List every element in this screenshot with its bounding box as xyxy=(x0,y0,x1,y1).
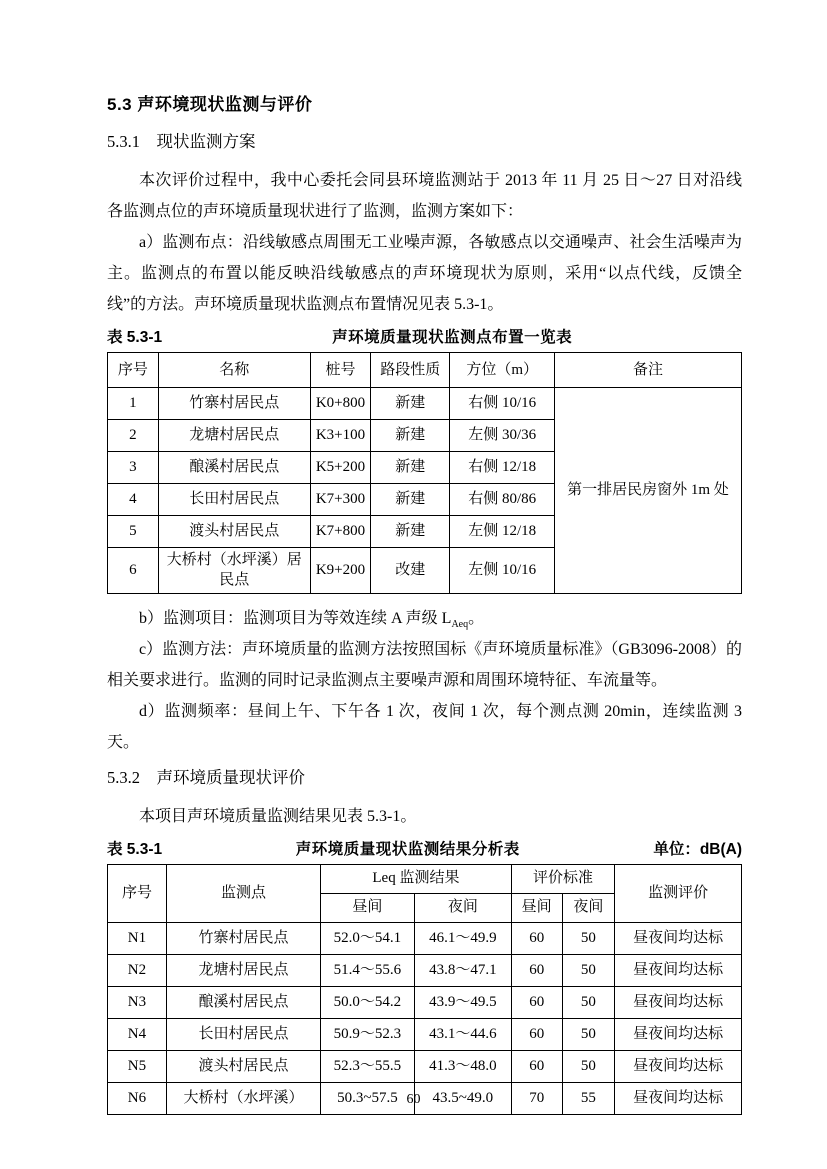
table2-row xyxy=(108,922,742,954)
table-cell: 46.1～49.9 xyxy=(414,922,511,954)
table-cell: 新建 xyxy=(371,452,450,484)
paragraph-monitoring-method: c）监测方法：声环境质量的监测方法按照国标《声环境质量标准》（GB3096-2008）的相关要求进行。监测的同时记录监测点主要噪声源和周围环境特征、车流量等。 xyxy=(107,640,742,689)
table-cell: 昼夜间均达标 xyxy=(615,1082,742,1114)
table-cell: 右侧 10/16 xyxy=(450,388,555,420)
paragraph-result-intro: 本项目声环境质量监测结果见表 5.3-1。 xyxy=(139,807,417,825)
table-cell: 5 xyxy=(108,516,159,548)
table-cell: 渡头村居民点 xyxy=(166,1050,320,1082)
table-cell: 昼夜间均达标 xyxy=(615,1018,742,1050)
table-cell: 55 xyxy=(562,1082,615,1114)
table2-label: 表 5.3-1 xyxy=(107,840,163,858)
table-cell: 右侧 80/86 xyxy=(450,484,555,516)
table-cell: 2 xyxy=(108,420,159,452)
table-cell: 酿溪村居民点 xyxy=(166,986,320,1018)
table-cell: 大桥村（水坪溪）居民点 xyxy=(158,548,310,594)
table1-label: 表 5.3-1 xyxy=(107,329,163,346)
table-cell: 昼夜间均达标 xyxy=(615,986,742,1018)
table-cell: 51.4～55.6 xyxy=(321,954,415,986)
table1-remark-cell: 第一排居民房窗外 1m 处 xyxy=(554,388,741,594)
table-cell: 60 xyxy=(511,922,562,954)
paragraph-monitoring-item-text: b）监测项目：监测项目为等效连续 A 声级 L xyxy=(139,609,452,627)
table-cell: N3 xyxy=(108,986,167,1018)
table-cell: 41.3～48.0 xyxy=(414,1050,511,1082)
table1-header-section: 路段性质 xyxy=(371,353,450,388)
paragraph-intro: 本次评价过程中，我中心委托会同县环境监测站于 2013 年 11 月 25 日～27 日对沿线各监测点位的声环境质量现状进行了监测，监测方案如下： xyxy=(107,172,742,220)
table-cell: 长田村居民点 xyxy=(158,484,310,516)
table-cell: 50.0～54.2 xyxy=(321,986,415,1018)
table-cell: K0+800 xyxy=(310,388,370,420)
table-cell: K7+800 xyxy=(310,516,370,548)
table-cell: 50.3~57.5 xyxy=(321,1082,415,1114)
table2-header-index: 序号 xyxy=(108,864,167,922)
table2-header-std-night: 夜间 xyxy=(562,893,615,922)
table1-caption xyxy=(107,327,742,349)
table-cell: 昼夜间均达标 xyxy=(615,1050,742,1082)
table-cell: 新建 xyxy=(371,388,450,420)
table-cell: 新建 xyxy=(371,516,450,548)
section-heading-5-3: 5.3 声环境现状监测与评价 xyxy=(107,95,313,114)
paragraph-monitoring-item-end: 。 xyxy=(468,609,485,627)
table-cell: 竹寨村居民点 xyxy=(166,922,320,954)
page-number: 60 xyxy=(406,1092,421,1107)
table-cell: 左侧 30/36 xyxy=(450,420,555,452)
table-cell: K5+200 xyxy=(310,452,370,484)
table-cell: 右侧 12/18 xyxy=(450,452,555,484)
table-cell: K9+200 xyxy=(310,548,370,594)
table1-header-remark: 备注 xyxy=(554,353,741,388)
table-cell: N2 xyxy=(108,954,167,986)
table-cell: 1 xyxy=(108,388,159,420)
table2-row xyxy=(108,954,742,986)
table1-row xyxy=(108,388,742,420)
table-cell: 渡头村居民点 xyxy=(158,516,310,548)
table-cell: 3 xyxy=(108,452,159,484)
monitoring-results-table xyxy=(107,864,742,1115)
table2-header-leq-day: 昼间 xyxy=(321,893,415,922)
table-cell: N5 xyxy=(108,1050,167,1082)
table-cell: 6 xyxy=(108,548,159,594)
table-cell: 50 xyxy=(562,954,615,986)
table-cell: 长田村居民点 xyxy=(166,1018,320,1050)
table1-header-position: 方位（m） xyxy=(450,353,555,388)
table-cell: 60 xyxy=(511,1018,562,1050)
table-cell: 43.9～49.5 xyxy=(414,986,511,1018)
table2-header-leq-night: 夜间 xyxy=(414,893,511,922)
table2-title: 声环境质量现状监测结果分析表 xyxy=(295,840,520,858)
table2-caption xyxy=(107,839,742,861)
table-cell: 4 xyxy=(108,484,159,516)
table-cell: 70 xyxy=(511,1082,562,1114)
section-heading-5-3-1: 5.3.1 现状监测方案 xyxy=(107,132,256,151)
table1-header-index: 序号 xyxy=(108,353,159,388)
paragraph-monitoring-item xyxy=(107,603,742,634)
table-cell: 龙塘村居民点 xyxy=(166,954,320,986)
table-cell: N4 xyxy=(108,1018,167,1050)
table-cell: 酿溪村居民点 xyxy=(158,452,310,484)
table-cell: 50.9～52.3 xyxy=(321,1018,415,1050)
table2-header-standard-group: 评价标准 xyxy=(511,864,614,893)
table2-unit: 单位：dB(A) xyxy=(653,840,742,858)
table-cell: 43.8～47.1 xyxy=(414,954,511,986)
table-cell: 43.5~49.0 xyxy=(414,1082,511,1114)
table1-header-stake: 桩号 xyxy=(310,353,370,388)
paragraph-monitoring-layout: a）监测布点：沿线敏感点周围无工业噪声源，各敏感点以交通噪声、社会生活噪声为主。监测点的布置以能反映沿线敏感点的声环境现状为原则，采用“以点代线，反馈全线”的方法。声环境质量现状监测点布置情况见表 5.3-1。 xyxy=(107,234,742,313)
table-cell: 新建 xyxy=(371,420,450,452)
table2-header-std-day: 昼间 xyxy=(511,893,562,922)
table-cell: 龙塘村居民点 xyxy=(158,420,310,452)
table2-header-eval: 监测评价 xyxy=(615,864,742,922)
table-cell: 竹寨村居民点 xyxy=(158,388,310,420)
paragraph-monitoring-frequency: d）监测频率：昼间上午、下午各 1 次，夜间 1 次，每个测点测 20min，连续监测 3 天。 xyxy=(107,702,742,751)
table-cell: 43.1～44.6 xyxy=(414,1018,511,1050)
laeq-subscript: Aeq xyxy=(451,618,469,630)
section-heading-5-3-2: 5.3.2 声环境质量现状评价 xyxy=(107,767,305,787)
table2-header-point: 监测点 xyxy=(166,864,320,922)
table-cell: 50 xyxy=(562,1050,615,1082)
table2-row xyxy=(108,986,742,1018)
table-cell: 60 xyxy=(511,1050,562,1082)
table-cell: 改建 xyxy=(371,548,450,594)
table-cell: 昼夜间均达标 xyxy=(615,922,742,954)
table-cell: 52.3～55.5 xyxy=(321,1050,415,1082)
table2-header-row-1 xyxy=(108,864,742,893)
table-cell: 50 xyxy=(562,1018,615,1050)
table-cell: 52.0～54.1 xyxy=(321,922,415,954)
table-cell: N1 xyxy=(108,922,167,954)
table1-title: 声环境质量现状监测点布置一览表 xyxy=(332,329,573,346)
table-cell: 左侧 12/18 xyxy=(450,516,555,548)
table1-header-row xyxy=(108,353,742,388)
table2-header-leq-group: Leq 监测结果 xyxy=(321,864,512,893)
table-cell: 50 xyxy=(562,922,615,954)
table-cell: 新建 xyxy=(371,484,450,516)
table-cell: 50 xyxy=(562,986,615,1018)
table-cell: K3+100 xyxy=(310,420,370,452)
table-cell: N6 xyxy=(108,1082,167,1114)
table-cell: 昼夜间均达标 xyxy=(615,954,742,986)
monitoring-points-table xyxy=(107,352,742,594)
table-cell: 大桥村（水坪溪） xyxy=(166,1082,320,1114)
table-cell: 左侧 10/16 xyxy=(450,548,555,594)
table-cell: 60 xyxy=(511,954,562,986)
table2-row xyxy=(108,1050,742,1082)
table2-row xyxy=(108,1018,742,1050)
table-cell: 60 xyxy=(511,986,562,1018)
table1-header-name: 名称 xyxy=(158,353,310,388)
table-cell: K7+300 xyxy=(310,484,370,516)
